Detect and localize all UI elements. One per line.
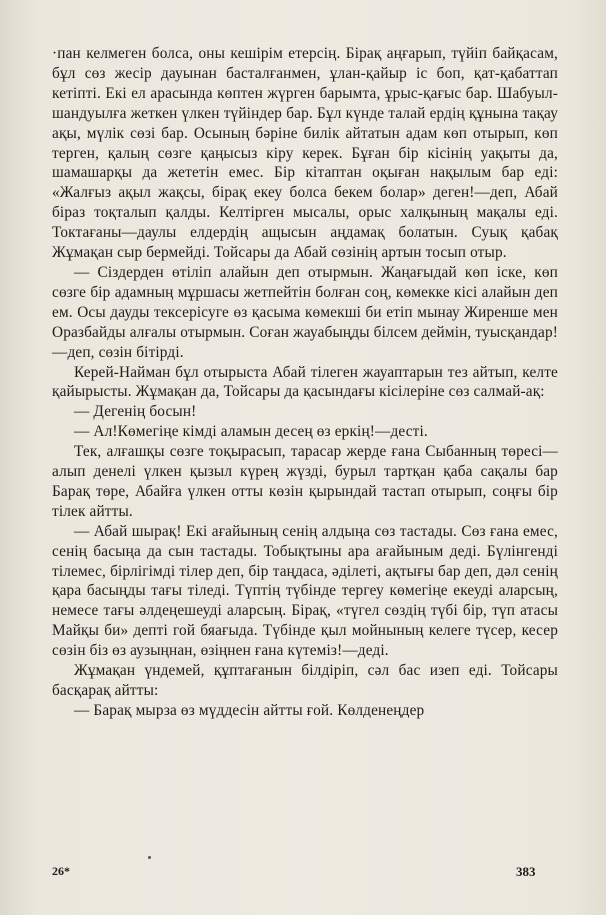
paragraph: — Ал!Көмегіңе кімді аламын десең өз еркің!—десті. bbox=[74, 423, 428, 441]
paragraph: — Абай шырақ! Екі ағайының сенің алдыңа сөз тастады. Сөз ғана емес, сенің басыңа да сын тастады. Тобықтыны ара ағайыным деді. Бүлінгенді тілемес, бірлігімді тілер деп, бір таңдаса, әділеті, ақтығы бар деп, дәл сенің қара басыңды тағы тіледі. Түптің түбінде тергеу көмегіңе екеуді аларсың, немесе тағы әлдеңешеуді аларсың. Бірақ, «түгел сөздің түбі бір, түп атасы Майқы би» депті гой бяағыда. Түбінде қыл мойнының келеге түсер, кесер сөзін біз өз аузыңнан, өзіңнен ғана күтеміз!—деді. bbox=[52, 522, 558, 660]
page-number: 383 bbox=[516, 864, 536, 879]
paragraph: ·пан келмеген болса, оны кешірім етерсің. Бірақ аңғарып, түйіп байқасам, бұл сөз жесір дауынан басталғанмен, ұлан-қайыр іс боп, қат-қабаттап кетіпті. Екі ел арасында көптен жүрген барымта, ұрыс-қағыс бар. Шабуыл-шандуылға жеткен үлкен түйіндер бар. Бұл күнде талай ердің құнына тақау ақы, мүлік сөзі бар. Осының бәріне билік айтатын адам көп отырып, көп терген, қалың сөзге қаңысыз кіру керек. Бұған бір кісінің уақыты да, шамашарқы да жететін емес. Бір кітаптан оқыған нақылым бар еді: «Жалғыз ақыл жақсы, бірақ екеу болса бекем болар» деген!—деп, Абай біраз тоқталып қалды. Келтірген мысалы, орыс халқының мақалы еді. Токтағаны—даулы елдердің ащысын аңдамақ болатын. Суық қабақ Жұмақан сыр бермейді. Тойсары да Абай сөзінің артын тосып отыр. bbox=[52, 45, 558, 262]
paragraph: — Барақ мырза өз мүддесін айтты ғой. Көлденеңдер bbox=[74, 701, 425, 719]
printer-signature: 26* bbox=[52, 864, 70, 878]
paragraph: — Дегенің босын! bbox=[74, 403, 197, 421]
paragraph: Тек, алғашқы сөзге тоқырасып, тарасар жерде ғана Сыбанның төресі—алып денелі үлкен қызыл күрең жүзді, бурыл тартқан қаба сақалы бар Барақ төре, Абайға үлкен отты көзін қырындай тастап отырып, соңғы бір тілек айтты. bbox=[52, 443, 558, 520]
paragraph: — Сіздерден өтіліп алайын деп отырмын. Жаңағыдай көп іске, көп сөзге бір адамның мұршасы жетпейтін болған соң, көмекке кісі алайын деп ем. Осы дауды тексерісуге өз қасыма көмекші би етіп мынау Жиренше мен Оразбайды алғалы отырмын. Соған жауабыңды білсем деймін, туысқандар!—деп, сөзін бітірді. bbox=[52, 263, 558, 361]
paragraph: Жұмақан үндемей, құптағанын білдіріп, сәл бас изеп еді. Тойсары басқарақ айтты: bbox=[52, 662, 558, 699]
print-speck bbox=[148, 856, 151, 859]
paragraph: Керей-Найман бұл отырыста Абай тілеген жауаптарын тез айтып, келте қайырысты. Жұмақан да, Тойсары да қасындағы кісілеріне сөз салмай-ақ: bbox=[52, 363, 558, 401]
page-body-text bbox=[52, 44, 558, 721]
